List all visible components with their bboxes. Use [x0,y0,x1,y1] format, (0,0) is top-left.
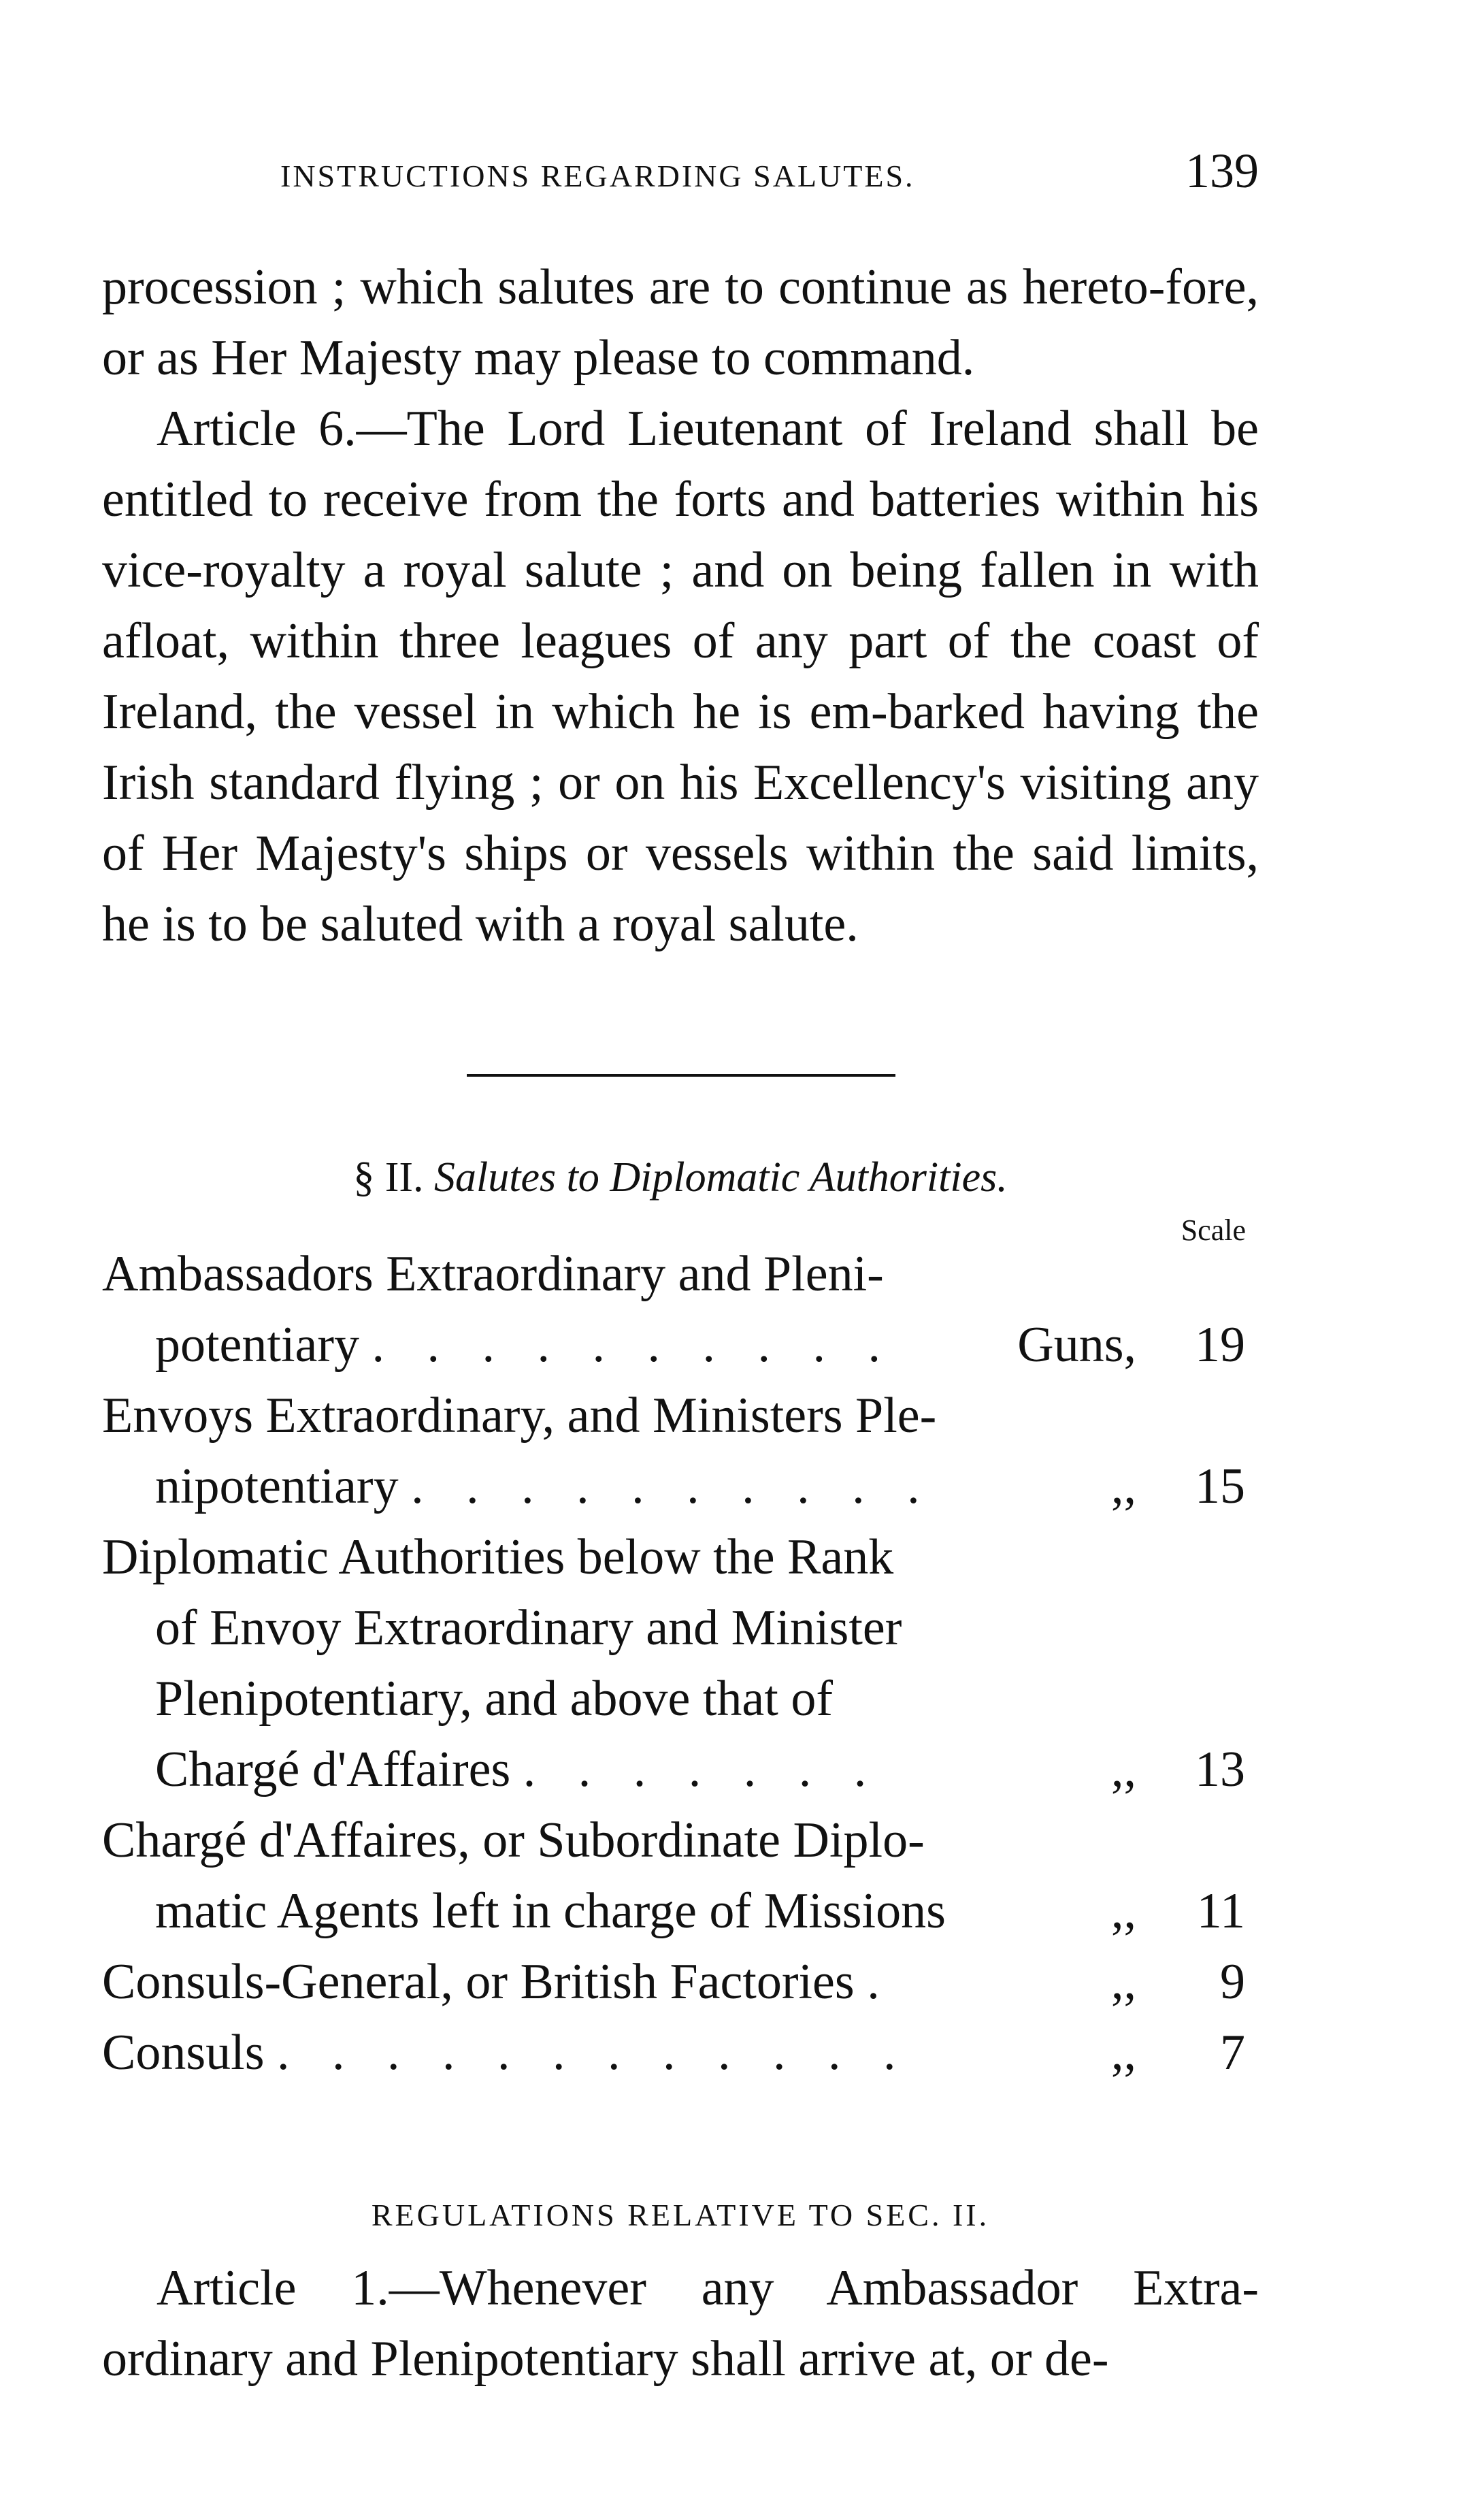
running-title: INSTRUCTIONS REGARDING SALUTES. [280,159,915,193]
salute-unit: ,, [1111,1954,1136,2010]
salute-unit: ,, [1111,1742,1136,1797]
salute-description-text: Diplomatic Authorities below the Rank [102,1529,894,1585]
salute-gun-count: 7 [1220,2025,1245,2081]
salute-row [102,1805,1245,1947]
leader-dots: . . . . . . . . . . [372,1317,896,1373]
salute-description-line [102,1947,1014,2017]
section-divider [467,1074,895,1077]
salute-description-text: Consuls-General, or British Factories [102,1954,855,2010]
paragraph-regulation-article-1: Article 1.—Whenever any Ambassador Extra-ordinary and Plenipotentiary shall arrive at, or de- [102,2260,1259,2387]
salute-row [102,1380,1245,1522]
salute-description-line [102,1451,1014,1522]
salute-description-text: Envoys Extraordinary, and Ministers Ple- [102,1388,937,1444]
leader-dots: . . . . . . . . . . [411,1459,935,1514]
salute-description-text: Plenipotentiary, and above that of [155,1671,833,1727]
leader-dots: . [867,1954,895,2010]
salute-description-text: Consuls [102,2025,265,2081]
salute-unit: ,, [1111,1883,1136,1939]
salute-gun-count: 13 [1195,1742,1245,1797]
salute-description-text: Ambassadors Extraordinary and Pleni- [102,1246,884,1302]
paragraph-continuation: procession ; which salutes are to continue as hereto-fore, or as Her Majesty may please to command. [102,259,1259,386]
salute-gun-count: 9 [1220,1954,1245,2010]
salute-description-line [102,1734,1014,1805]
salute-row [102,1522,1245,1805]
salute-description [102,1380,1014,1522]
salute-unit: Guns, [1017,1317,1136,1373]
salute-description-text: matic Agents left in charge of Missions [155,1883,946,1939]
salute-description-text: Chargé d'Affaires [155,1742,511,1797]
salute-description-line [102,1522,1014,1593]
page-number: 139 [1185,144,1259,198]
salute-table [102,1239,1245,2088]
salute-description-line [102,1309,1014,1380]
salute-unit: ,, [1111,2025,1136,2081]
paragraph-article-6: Article 6.—The Lord Lieutenant of Ireland shall be entitled to receive from the forts and batteries within his vice-royalty a royal salute ; and on being fallen in with afloat, within three leagues of any part of the coast of Ireland, the vessel in which he is em-barked having the Irish standard flying ; or on his Excellency's visiting any of Her Majesty's ships or vessels within the said limits, he is to be saluted with a royal salute. [102,401,1259,952]
salute-description-line [102,1239,1014,1309]
section-heading [102,1154,1259,1202]
section-title: Salutes to Diplomatic Authorities. [434,1154,1008,1201]
salute-description-line [102,2017,1014,2088]
salute-description-line [102,1876,1014,1947]
salute-row [102,2017,1245,2088]
scale-label: Scale [1181,1214,1246,1247]
regulations-heading: REGULATIONS RELATIVE TO SEC. II. [371,2198,990,2232]
leader-dots: . . . . . . . [523,1742,882,1797]
salute-description-text: of Envoy Extraordinary and Minister [155,1600,902,1656]
section-number: § II. [353,1154,424,1201]
salute-description [102,1805,1014,1947]
salute-description [102,1947,1014,2017]
leader-dots: . . . . . . . . . . . . [277,2025,911,2081]
salute-description [102,1522,1014,1805]
salute-row [102,1947,1245,2017]
salute-description-text: nipotentiary [155,1459,399,1514]
salute-description-line [102,1593,1014,1663]
salute-description [102,2017,1014,2088]
salute-gun-count: 15 [1195,1459,1245,1514]
salute-description-line [102,1663,1014,1734]
salute-row [102,1239,1245,1380]
salute-description [102,1239,1014,1380]
salute-description-text: Chargé d'Affaires, or Subordinate Diplo- [102,1812,925,1868]
salute-unit: ,, [1111,1459,1136,1514]
running-head [102,143,1259,197]
salute-gun-count: 19 [1195,1317,1245,1373]
salute-description-line [102,1805,1014,1876]
salute-description-text: potentiary [155,1317,360,1373]
salute-gun-count: 11 [1196,1883,1245,1939]
salute-description-line [102,1380,1014,1451]
